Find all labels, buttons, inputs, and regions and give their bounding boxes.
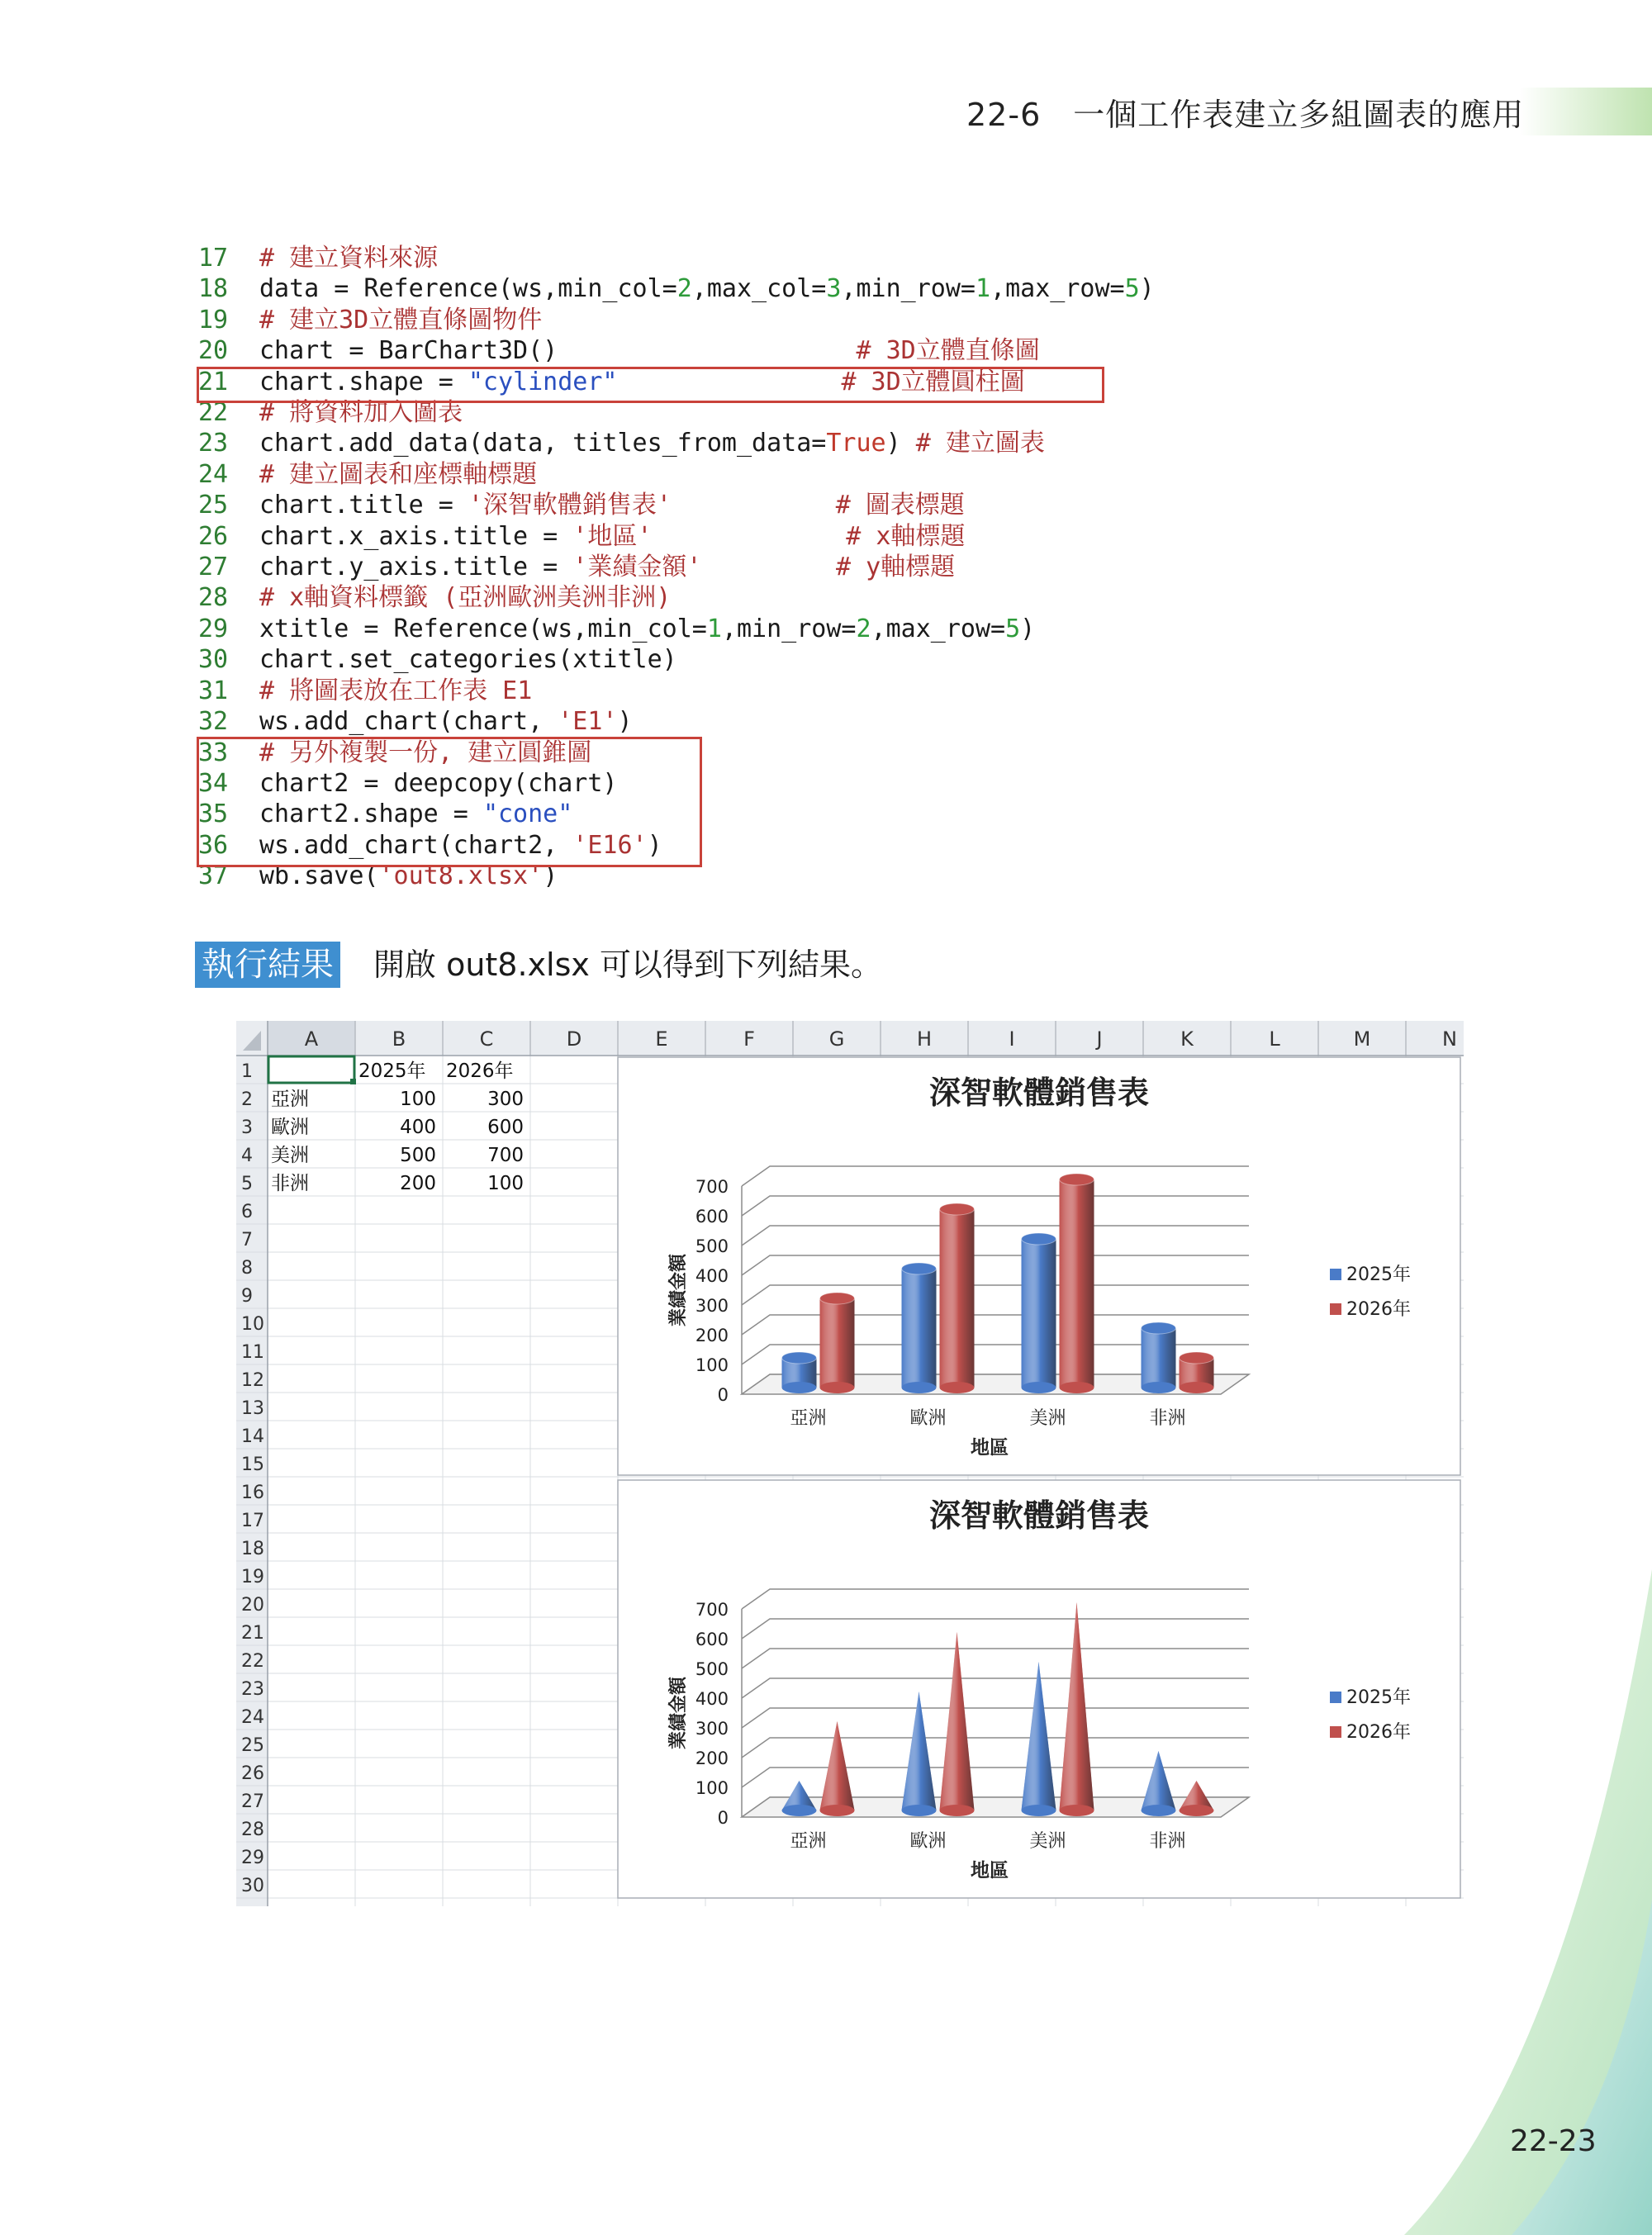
x-tick-label: 美洲: [1029, 1408, 1066, 1429]
code-token: # 建立資料來源: [259, 244, 439, 273]
row-header: 19: [241, 1567, 264, 1587]
code-token: ,max_row=: [990, 274, 1125, 304]
code-token: # 將資料加入圖表: [259, 398, 463, 428]
x-tick-label: 亞洲: [790, 1831, 827, 1852]
result-description: 開啟 out8.xlsx 可以得到下列結果。: [373, 947, 882, 983]
x-axis-title: 地區: [971, 1860, 1009, 1881]
bar-cylinder: [1060, 1174, 1094, 1393]
y-tick-label: 0: [717, 1385, 729, 1405]
code-token: 1: [975, 274, 991, 304]
chart-title: 深智軟體銷售表: [928, 1497, 1150, 1534]
y-tick-label: 700: [695, 1177, 729, 1197]
code-token: ): [885, 429, 916, 458]
code-token: # y軸標題: [835, 553, 956, 582]
cell: 100: [400, 1089, 436, 1110]
row-header: 15: [241, 1454, 264, 1475]
row-header: 4: [241, 1146, 253, 1166]
row-header: 11: [241, 1342, 264, 1363]
code-token: # x軸資料標籤 (亞洲歐洲美洲非洲): [259, 583, 672, 613]
code-token: # 3D立體直條圖: [856, 336, 1040, 366]
code-highlight-lines-33-36: [197, 737, 702, 867]
row-header: 9: [241, 1286, 253, 1307]
cell: 亞洲: [271, 1089, 309, 1110]
x-axis-title: 地區: [971, 1437, 1009, 1459]
y-tick-label: 0: [717, 1808, 729, 1828]
code-token: chart.y_axis.title =: [259, 553, 573, 582]
code-token: ,max_col=: [691, 274, 827, 304]
code-line: [198, 582, 1155, 613]
row-header: 29: [241, 1848, 264, 1868]
row-header: 6: [241, 1202, 253, 1222]
column-header: M: [1353, 1027, 1371, 1051]
row-header: 1: [241, 1061, 253, 1082]
code-token: '業績金額': [572, 553, 702, 582]
line-number: 19: [198, 305, 229, 335]
x-tick-label: 歐洲: [909, 1408, 947, 1429]
legend-swatch: [1330, 1726, 1341, 1738]
code-token: 1: [706, 614, 722, 643]
chart-cone[interactable]: [618, 1480, 1460, 1898]
cell: 非洲: [271, 1173, 309, 1194]
legend-entry: 2025年: [1346, 1687, 1411, 1708]
y-tick-label: 200: [695, 1326, 729, 1345]
line-number: 20: [198, 336, 229, 366]
code-token: 'E1': [558, 707, 618, 737]
code-token: [652, 522, 846, 551]
y-tick-label: 500: [695, 1659, 729, 1679]
code-highlight-line-21: [197, 367, 1104, 403]
line-number: 29: [198, 614, 229, 643]
code-token: ,min_row=: [721, 614, 857, 643]
code-token: data = Reference(ws,min_col=: [259, 274, 677, 304]
column-header: E: [655, 1027, 668, 1051]
code-token: chart2.shape =: [259, 800, 483, 829]
row-header: 5: [241, 1174, 253, 1194]
row-header: 28: [241, 1820, 264, 1840]
cell: 500: [400, 1145, 436, 1166]
legend-entry: 2025年: [1346, 1265, 1411, 1285]
column-header: A: [304, 1027, 319, 1051]
code-token: ): [1020, 614, 1036, 643]
bar-cylinder: [902, 1263, 937, 1393]
code-token: True: [826, 429, 886, 458]
column-header: K: [1180, 1027, 1194, 1051]
legend-entry: 2026年: [1346, 1299, 1411, 1320]
spreadsheet-screenshot: [236, 1021, 1464, 1906]
y-tick-label: 700: [695, 1600, 729, 1620]
line-number: 30: [198, 645, 229, 675]
code-token: "cylinder": [468, 367, 618, 396]
y-tick-label: 400: [695, 1689, 729, 1709]
cell: 歐洲: [271, 1117, 309, 1138]
code-line: [198, 459, 1155, 490]
line-number: 23: [198, 429, 229, 458]
line-number: 25: [198, 491, 229, 520]
row-header: 7: [241, 1230, 253, 1250]
row-header: 21: [241, 1623, 264, 1644]
code-token: [701, 553, 836, 581]
code-token: '深智軟體銷售表': [468, 491, 672, 520]
code-token: ws.add_chart(chart,: [259, 707, 558, 737]
code-token: 2: [676, 274, 692, 304]
code-token: chart.x_axis.title =: [259, 521, 573, 551]
column-header: N: [1442, 1027, 1457, 1051]
code-token: ,min_row=: [841, 274, 976, 304]
code-token: 3: [826, 274, 842, 304]
cell: 2026年: [446, 1061, 514, 1082]
x-tick-label: 美洲: [1029, 1831, 1066, 1852]
column-header: B: [392, 1027, 406, 1051]
y-tick-label: 600: [695, 1207, 729, 1227]
chart-cylinder[interactable]: [618, 1057, 1460, 1475]
column-header: D: [566, 1027, 582, 1051]
code-line: [198, 305, 1155, 335]
legend-entry: 2026年: [1346, 1722, 1411, 1743]
bar-cylinder: [782, 1352, 817, 1393]
code-line: [198, 552, 1155, 582]
code-token: '地區': [572, 521, 653, 551]
y-tick-label: 500: [695, 1236, 729, 1256]
y-tick-label: 200: [695, 1749, 729, 1768]
cell: 400: [400, 1117, 436, 1138]
line-number: 35: [198, 800, 229, 829]
code-token: ): [543, 861, 558, 891]
line-number: 34: [198, 768, 229, 798]
code-token: wb.save(: [259, 861, 379, 891]
row-header: 14: [241, 1426, 264, 1447]
code-token: ): [647, 830, 662, 860]
line-number: 37: [198, 861, 229, 891]
row-header: 16: [241, 1483, 264, 1503]
code-token: chart.shape =: [259, 367, 468, 396]
y-axis-title: 業績金額: [668, 1676, 689, 1750]
header-bar-decoration: [1520, 88, 1652, 135]
cell: 600: [487, 1117, 524, 1138]
line-number: 18: [198, 274, 229, 304]
line-number: 28: [198, 583, 229, 613]
code-line: [198, 676, 1155, 706]
code-line: [198, 614, 1155, 644]
code-line: [198, 428, 1155, 458]
code-token: chart.title =: [259, 491, 468, 520]
code-token: 2: [856, 614, 871, 643]
column-header: L: [1269, 1027, 1280, 1051]
legend-swatch: [1330, 1303, 1341, 1315]
line-number: 33: [198, 738, 229, 767]
cell: 100: [487, 1173, 524, 1194]
y-tick-label: 100: [695, 1355, 729, 1375]
code-token: # 建立圖表和座標軸標題: [259, 459, 538, 489]
cell: 美洲: [271, 1145, 309, 1166]
cell: 300: [487, 1089, 524, 1110]
row-header: 20: [241, 1595, 264, 1616]
code-token: # 將圖表放在工作表 E1: [259, 676, 533, 705]
cell: 700: [487, 1145, 524, 1166]
code-token: # 圖表標題: [835, 491, 965, 520]
code-token: chart = BarChart3D(): [259, 336, 857, 366]
x-tick-label: 非洲: [1149, 1408, 1186, 1429]
y-axis-title: 業績金額: [668, 1253, 689, 1327]
row-header: 13: [241, 1398, 264, 1419]
line-number: 21: [198, 367, 229, 396]
code-token: # 建立3D立體直條圖物件: [259, 305, 543, 335]
row-header: 3: [241, 1118, 253, 1138]
bar-cylinder: [1142, 1322, 1176, 1393]
row-header: 18: [241, 1539, 264, 1559]
row-header: 25: [241, 1735, 264, 1756]
code-token: xtitle = Reference(ws,min_col=: [259, 614, 707, 643]
line-number: 36: [198, 830, 229, 860]
code-line: [198, 273, 1155, 304]
x-tick-label: 歐洲: [909, 1831, 947, 1852]
bar-cylinder: [1180, 1352, 1214, 1393]
result-label: 執行結果: [195, 942, 340, 988]
y-tick-label: 100: [695, 1778, 729, 1798]
column-header: I: [1009, 1027, 1015, 1051]
line-number: 22: [198, 398, 229, 428]
fill-handle[interactable]: [350, 1079, 356, 1084]
code-token: chart.add_data(data, titles_from_data=: [259, 429, 827, 458]
code-token: chart2 = deepcopy(chart): [259, 768, 618, 798]
chart-title: 深智軟體銷售表: [928, 1074, 1150, 1111]
row-header: 23: [241, 1679, 264, 1700]
code-token: # 另外複製一份, 建立圓錐圖: [259, 738, 592, 767]
line-number: 31: [198, 676, 229, 705]
code-line: [198, 644, 1155, 675]
y-tick-label: 300: [695, 1719, 729, 1739]
line-number: 26: [198, 521, 229, 551]
bar-cylinder: [940, 1203, 975, 1393]
row-header: 27: [241, 1791, 264, 1812]
code-token: ): [617, 707, 633, 737]
legend-swatch: [1330, 1692, 1341, 1703]
line-number: 17: [198, 244, 229, 273]
line-number: 32: [198, 707, 229, 737]
line-number: 24: [198, 459, 229, 489]
y-tick-label: 400: [695, 1266, 729, 1286]
code-line: [198, 243, 1155, 273]
column-header: H: [916, 1027, 933, 1051]
x-tick-label: 非洲: [1149, 1831, 1186, 1852]
row-header: 12: [241, 1370, 264, 1391]
legend-swatch: [1330, 1269, 1341, 1280]
code-token: ): [1139, 274, 1155, 304]
column-header: C: [479, 1027, 494, 1051]
bar-cylinder: [820, 1293, 855, 1393]
row-header: 26: [241, 1763, 264, 1784]
code-line: [198, 521, 1155, 552]
code-line: [198, 335, 1155, 366]
code-token: [672, 491, 836, 520]
code-line: [198, 706, 1155, 737]
code-token: ,max_row=: [871, 614, 1006, 643]
code-token: 5: [1124, 274, 1140, 304]
row-header: 17: [241, 1511, 264, 1531]
column-header: J: [1096, 1027, 1103, 1051]
code-token: chart.set_categories(xtitle): [259, 645, 677, 675]
row-header: 10: [241, 1314, 264, 1335]
y-tick-label: 300: [695, 1296, 729, 1316]
code-token: "cone": [482, 800, 573, 829]
row-header: 8: [241, 1258, 253, 1279]
row-header: 30: [241, 1876, 264, 1896]
code-token: # 3D立體圓柱圖: [841, 367, 1025, 396]
y-tick-label: 600: [695, 1630, 729, 1649]
cell: 200: [400, 1173, 436, 1194]
code-token: ws.add_chart(chart2,: [259, 830, 573, 860]
code-token: 'E16': [572, 830, 648, 860]
code-token: # 建立圖表: [915, 429, 1045, 458]
column-header: G: [828, 1027, 845, 1051]
code-line: [198, 490, 1155, 520]
row-header: 2: [241, 1089, 253, 1110]
line-number: 27: [198, 553, 229, 582]
row-header: 22: [241, 1651, 264, 1672]
page-header-title: 22-6 一個工作表建立多組圖表的應用: [966, 97, 1525, 133]
page-number: 22-23: [1510, 2124, 1597, 2158]
cell: 2025年: [358, 1061, 426, 1082]
code-token: 5: [1005, 614, 1021, 643]
column-header: F: [743, 1027, 755, 1051]
code-token: 'out8.xlsx': [378, 861, 544, 891]
bar-cylinder: [1022, 1233, 1056, 1393]
x-tick-label: 亞洲: [790, 1408, 827, 1429]
row-header: 24: [241, 1707, 264, 1728]
code-token: # x軸標題: [846, 521, 966, 551]
